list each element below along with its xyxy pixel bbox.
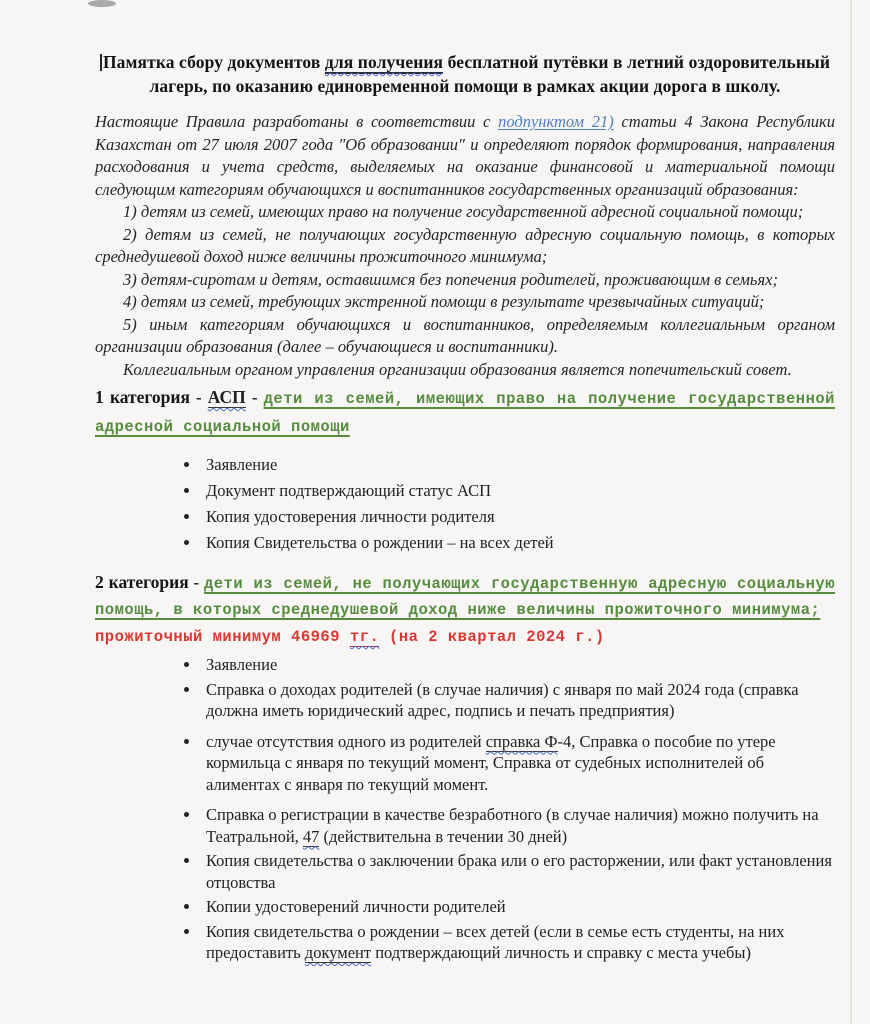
numbered-item-2: 2) детям из семей, не получающих государственную адресную социальную помощь, в которых среднедушевой доход ниже величины прожиточного минимума;: [95, 224, 835, 266]
closing-paragraph: Коллегиальным органом управления организации образования является попечительский совет.: [123, 359, 792, 379]
item-text-before: Копия свидетельства о рождении – всех детей (если в семье есть студенты, на них предоставить: [206, 921, 785, 962]
note-currency-underlined: тг.: [349, 628, 380, 646]
item-text-before: Справка о регистрации в качестве безработного (в случае наличия) можно получить на Театральной,: [206, 805, 819, 846]
intro-text-after: статьи 4 Закона Республики Казахстан от 27 июля 2007 года "Об образовании" и определяют порядок формирования, направления расходования и учета средств, выделяемых на оказание финансовой и материальной помощи следующим категориям обучающихся и воспитанников государственных организаций образования:: [95, 112, 835, 199]
checklist-item: • Заявление: [201, 454, 835, 476]
checklist-item: • Копия удостоверения личности родителя: [201, 506, 835, 528]
checklist-item: • Копия Свидетельства о рождении – на всех детей: [201, 532, 835, 554]
category-1-description: дети из семей, имеющих право на получение государственной адресной социальной помощи: [95, 390, 835, 436]
category-1-heading: [95, 384, 835, 441]
note-text-after: (на 2 квартал 2024 г.): [379, 628, 605, 646]
document-page: [95, 50, 835, 967]
category-1-abbreviation: АСП: [207, 387, 246, 407]
numbered-item-5: 5) иным категориям обучающихся и воспитанников, определяемым коллегиальным органом организации образования (далее – обучающиеся и воспитанники).: [95, 314, 835, 356]
item-text-after: подтверждающий личность и справку с места учебы): [371, 943, 751, 962]
checklist-item: • Копии удостоверений личности родителей: [201, 896, 835, 918]
category-2-heading: [95, 569, 835, 623]
category-1-separator-1: -: [189, 388, 208, 407]
numbered-item-1: 1) детям из семей, имеющих право на получение государственной адресной социальной помощи;: [123, 202, 804, 221]
address-number-underlined: 47: [302, 826, 320, 846]
category-2-label: 2 категория: [95, 572, 189, 592]
category-1-label: 1 категория: [95, 387, 190, 407]
title-text-before: Памятка сбору документов: [102, 52, 325, 72]
title-underlined-phrase: для получения: [324, 52, 444, 72]
checklist-item: [201, 921, 835, 964]
scan-artifact-smudge: [88, 0, 116, 7]
category-2-checklist: [95, 654, 835, 964]
intro-paragraph: [95, 111, 835, 201]
item-text-after: -4, Справка о пособие по утере кормильца с января по текущий момент, Справка от судебных исполнителей об алиментах с января по текущий момент.: [206, 731, 776, 794]
category-2-separator: -: [188, 573, 204, 592]
document-word-underlined: документ: [304, 943, 372, 962]
checklist-item: • Заявление: [201, 654, 835, 676]
checklist-item: • Справка о доходах родителей (в случае наличия) с января по май 2024 года (справка должна иметь юридический адрес, подпись и печать предприятия): [201, 679, 835, 722]
checklist-item: • Документ подтверждающий статус АСП: [201, 480, 835, 502]
item-text-after: (действительна в течении 30 дней): [319, 826, 568, 846]
text-cursor: [100, 54, 102, 71]
form-f4-underlined: справка Ф: [485, 731, 558, 751]
checklist-item: • Копия свидетельства о заключении брака или о его расторжении, или факт установления отцовства: [201, 850, 835, 893]
category-1-checklist: [95, 454, 835, 554]
numbered-item-4: 4) детям из семей, требующих экстренной помощи в результате чрезвычайных ситуаций;: [123, 292, 765, 311]
item-text-before: случае отсутствия одного из родителей: [206, 731, 486, 751]
checklist-item: [201, 804, 835, 847]
subsistence-minimum-note: [95, 625, 835, 649]
page-edge-line: [850, 0, 852, 1024]
category-1-separator-2: -: [245, 388, 264, 407]
checklist-item: [201, 731, 835, 796]
numbered-item-3: 3) детям-сиротам и детям, оставшимся без попечения родителей, проживающим в семьях;: [123, 269, 778, 289]
subpoint-21-link[interactable]: подпунктом 21): [498, 112, 614, 131]
document-title: [95, 50, 835, 98]
category-2-description: дети из семей, не получающих государственную адресную социальную помощь, в которых среднедушевой доход ниже величины прожиточного минимума;: [95, 575, 835, 619]
intro-text-before: Настоящие Правила разработаны в соответствии с: [95, 112, 499, 131]
title-text-after: бесплатной путёвки в летний оздоровительный лагерь, по оказанию единовременной помощи в рамках акции дорога в школу.: [149, 52, 831, 96]
note-text-before: прожиточный минимум 46969: [95, 628, 350, 646]
